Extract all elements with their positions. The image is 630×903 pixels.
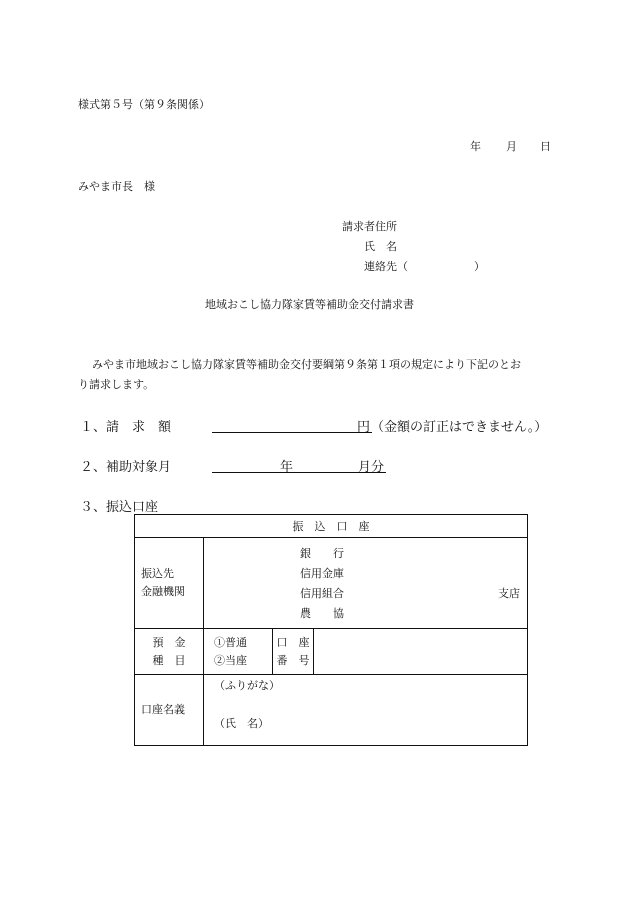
requester-address-label: 請求者住所 <box>342 220 397 233</box>
requester-contact-label: 連絡先（ ） <box>364 260 485 273</box>
amount-note: （金額の訂正はできません。） <box>371 420 548 435</box>
addressee: みやま市長 様 <box>78 180 155 193</box>
institution-field[interactable] <box>204 538 528 629</box>
deposit-type-label-cell <box>135 628 204 674</box>
deposit-type-options[interactable] <box>204 628 273 674</box>
form-number: 様式第５号（第９条関係） <box>78 98 210 111</box>
institution-label-cell <box>135 538 204 629</box>
account-number-label-2: 番 号 <box>276 653 310 667</box>
institution-label-1: 振込先 <box>141 567 174 581</box>
amount-unit: 円 <box>357 420 371 435</box>
bank-account-table <box>134 514 528 746</box>
account-number-field[interactable] <box>314 628 528 674</box>
item-1-label: １、請 求 額 <box>80 420 172 435</box>
account-holder-label: 口座名義 <box>135 675 204 746</box>
item-3-label: ３、振込口座 <box>80 500 159 515</box>
account-number-label-1: 口 座 <box>276 635 310 649</box>
date-month-label: 月 <box>506 140 517 153</box>
account-holder-field[interactable] <box>204 675 528 746</box>
furigana-label: （ふりがな） <box>214 679 280 693</box>
amount-field-underline[interactable] <box>212 432 372 433</box>
date-year-label: 年 <box>470 140 481 153</box>
target-month-label: 月分 <box>358 460 385 475</box>
institution-type-shinkumi: 信用組合 <box>300 587 344 601</box>
holder-name-label: （氏 名） <box>214 717 269 731</box>
deposit-option-current[interactable]: ②当座 <box>214 653 247 667</box>
date-day-label: 日 <box>540 140 551 153</box>
institution-type-shinkin: 信用金庫 <box>300 567 344 581</box>
document-title: 地域おこし協力隊家賃等補助金交付請求書 <box>205 298 414 311</box>
institution-label-2: 金融機関 <box>141 585 185 599</box>
target-year-label: 年 <box>280 460 294 475</box>
body-text-line-1: みやま市地域おこし協力隊家賃等補助金交付要綱第９条第１項の規定により下記のとお <box>92 358 521 371</box>
account-number-label-cell <box>273 628 314 674</box>
institution-type-bank: 銀 行 <box>300 547 344 561</box>
item-2-label: ２、補助対象月 <box>80 460 172 475</box>
institution-type-nokyo: 農 協 <box>300 607 344 621</box>
requester-name-label: 氏 名 <box>364 240 397 253</box>
bank-table-header: 振 込 口 座 <box>135 515 528 538</box>
body-text-line-2: り請求します。 <box>78 378 155 391</box>
deposit-type-label-1: 預 金 <box>152 635 186 649</box>
deposit-option-ordinary[interactable]: ①普通 <box>214 635 247 649</box>
branch-label: 支店 <box>498 587 520 601</box>
deposit-type-label-2: 種 目 <box>152 653 186 667</box>
